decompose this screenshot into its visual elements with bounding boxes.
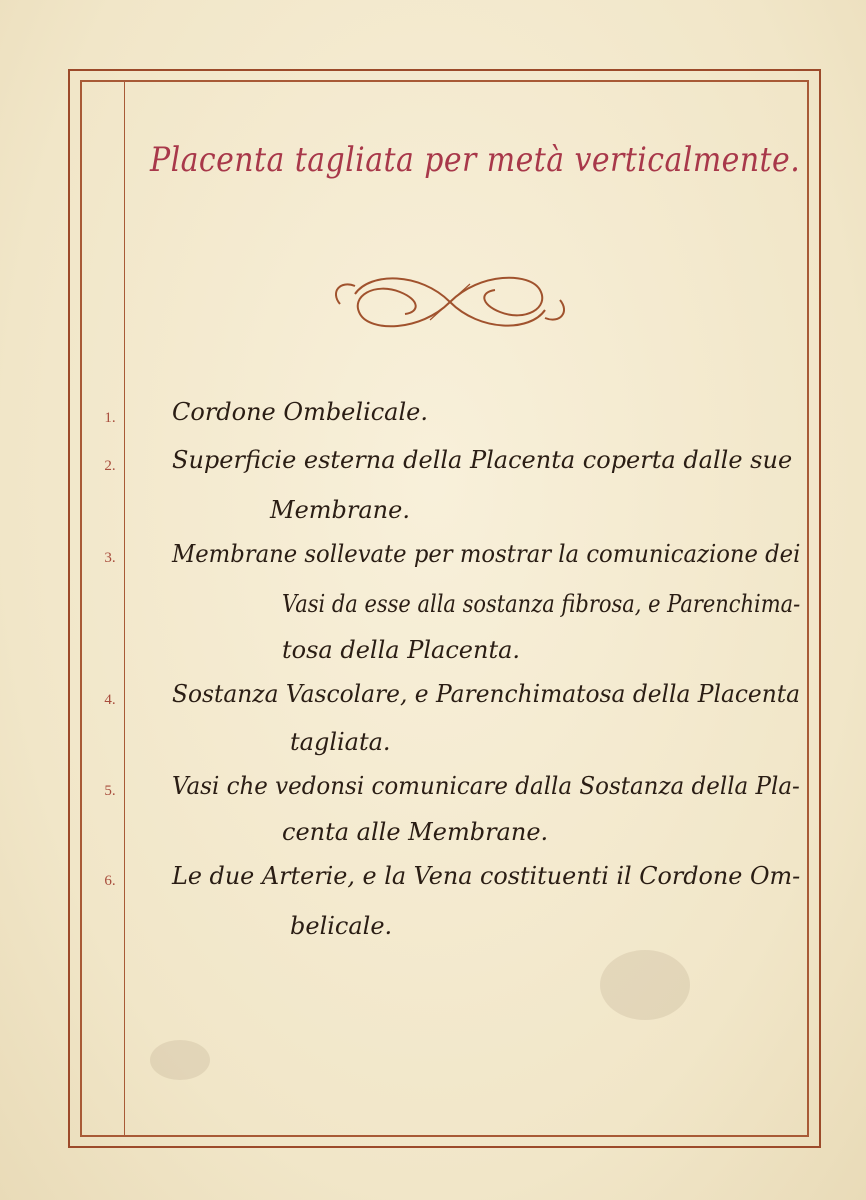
item-text-continuation: tagliata. [290, 728, 391, 756]
item-text: Cordone Ombelicale. [172, 398, 428, 426]
item-number: 4. [104, 692, 116, 708]
item-text-continuation: belicale. [290, 912, 393, 940]
item-text-continuation: centa alle Membrane. [282, 818, 549, 846]
page-title: Placenta tagliata per metà verticalmente. [150, 140, 801, 180]
item-number: 5. [104, 783, 116, 799]
item-text: Vasi che vedonsi comunicare dalla Sostanza della Pla- [172, 772, 800, 800]
margin-rule [124, 80, 125, 1137]
item-text: Membrane sollevate per mostrar la comunicazione dei [172, 540, 801, 568]
item-number: 1. [104, 410, 116, 426]
item-text: Le due Arterie, e la Vena costituenti il Cordone Om- [172, 862, 801, 890]
item-number: 6. [104, 873, 116, 889]
item-number: 2. [104, 458, 116, 474]
item-text-continuation: Membrane. [270, 496, 410, 524]
item-text: Sostanza Vascolare, e Parenchimatosa della Placenta [172, 680, 801, 708]
item-text-continuation: Vasi da esse alla sostanza fibrosa, e Parenchima- [282, 590, 801, 618]
calligraphic-flourish [330, 272, 570, 332]
item-text-continuation: tosa della Placenta. [282, 636, 521, 664]
item-number: 3. [104, 550, 116, 566]
item-text: Superficie esterna della Placenta coperta dalle sue [172, 446, 793, 474]
